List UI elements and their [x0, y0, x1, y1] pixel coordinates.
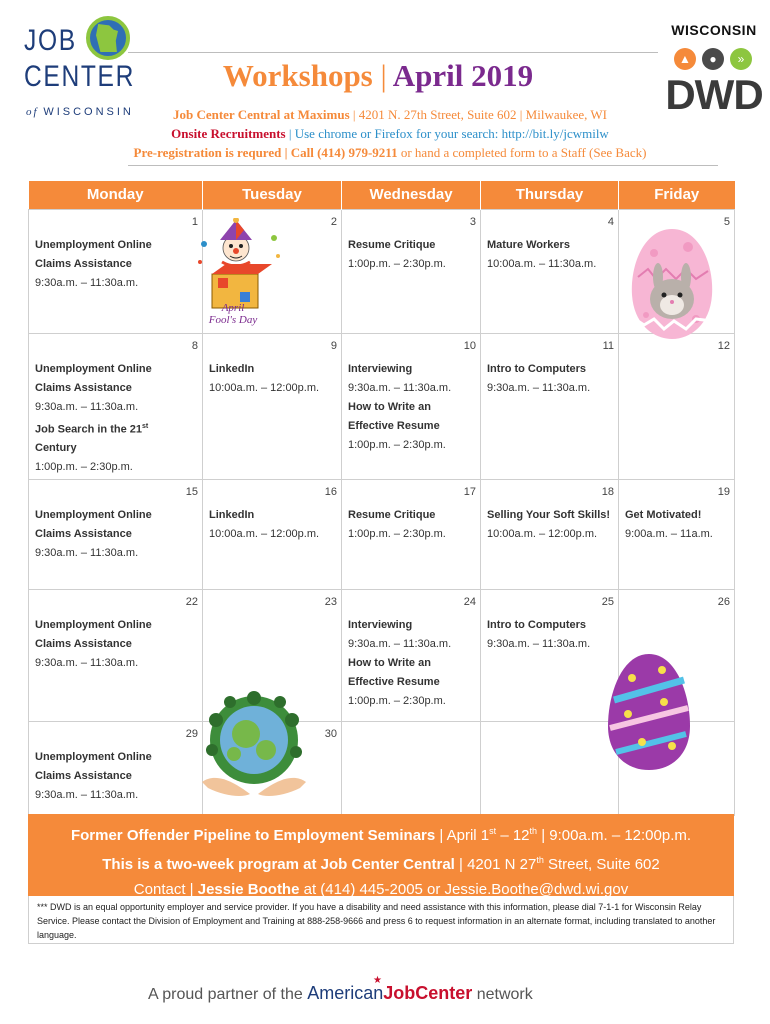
- dwd-state-word: WISCONSIN: [671, 22, 757, 38]
- jester-jack-in-box-illustration: [190, 218, 290, 314]
- location-address: | 4201 N. 27th Street, Suite 602 | Milwaukee, WI: [349, 107, 608, 122]
- day-number: [348, 726, 476, 742]
- workshop-title: [348, 360, 474, 379]
- banner-address-sup: th: [536, 855, 544, 865]
- day-cell-tuesday: [203, 333, 342, 479]
- workshop-title: [348, 616, 474, 635]
- day-number: 24: [463, 595, 476, 608]
- workshop-time: 9:30a.m. – 11:30a.m.: [348, 381, 452, 394]
- day-cell-tuesday: [203, 479, 342, 589]
- workshop-title: [35, 748, 196, 767]
- day-cell-thursday: [481, 721, 619, 815]
- workshop-event: [35, 616, 196, 673]
- dwd-forward-icon: »: [730, 48, 752, 70]
- workshop-title-text: How to Write an: [348, 656, 431, 669]
- earth-hands-illustration: [194, 690, 314, 810]
- workshop-event: [209, 360, 335, 398]
- day-number: 4: [607, 215, 614, 228]
- workshop-title-text: LinkedIn: [209, 508, 255, 521]
- logo-state: WISCONSIN: [43, 106, 134, 118]
- day-number: 22: [185, 595, 198, 608]
- dwd-logo: [660, 20, 768, 122]
- workshop-title-text: Mature Workers: [487, 238, 570, 251]
- april-fools-line1: April: [221, 302, 245, 314]
- day-cell-thursday: [481, 589, 619, 721]
- workshop-title-text: Unemployment Online: [35, 750, 152, 763]
- workshop-title-line2: Claims Assistance: [35, 769, 132, 782]
- day-number: 11: [602, 339, 614, 352]
- dwd-map-icon: ▲: [674, 48, 696, 70]
- easter-bunny-egg-illustration: [624, 225, 720, 343]
- day-number: 8: [191, 339, 198, 352]
- workshop-time: 10:00a.m. – 12:00p.m.: [209, 381, 320, 394]
- banner-sup-th: th: [529, 826, 538, 836]
- workshop-time: 10:00a.m. – 12:00p.m.: [209, 527, 320, 540]
- workshop-event: [209, 506, 335, 544]
- workshop-title-text: Intro to Computers: [487, 618, 586, 631]
- workshop-title-text: Unemployment Online: [35, 362, 152, 375]
- weekday-thursday: Thursday: [481, 181, 619, 209]
- workshop-event: [487, 506, 612, 544]
- title-separator: |: [380, 58, 387, 93]
- workshop-time: 9:30a.m. – 11:30a.m.: [487, 381, 591, 394]
- workshop-title: [209, 506, 335, 525]
- workshop-title: [348, 506, 474, 525]
- day-number: 29: [185, 727, 198, 740]
- workshop-event: [487, 360, 612, 398]
- day-number: 12: [717, 339, 730, 352]
- workshop-title: [348, 398, 474, 417]
- workshop-event: [35, 417, 196, 478]
- day-number: 25: [601, 595, 614, 608]
- day-number: 19: [717, 485, 730, 498]
- workshop-time: 9:30a.m. – 11:30a.m.: [35, 788, 139, 801]
- location-name: Job Center Central at Maximus: [172, 107, 350, 122]
- day-cell-thursday: [481, 333, 619, 479]
- workshop-event: [35, 506, 196, 563]
- workshop-title: [348, 236, 474, 255]
- workshop-title: [35, 236, 196, 255]
- workshop-event: [348, 506, 474, 544]
- workshop-title-text: Selling Your Soft Skills!: [487, 508, 611, 521]
- workshop-time: 1:00p.m. – 2:30p.m.: [35, 461, 133, 474]
- day-number: 3: [469, 215, 476, 228]
- workshop-title-line2: Claims Assistance: [35, 637, 132, 650]
- day-number: 2: [330, 215, 337, 228]
- workshop-title-sup: st: [141, 422, 149, 430]
- workshop-time: 9:30a.m. – 11:30a.m.: [348, 637, 452, 650]
- purple-easter-egg-illustration: [602, 650, 696, 774]
- footer-american: American: [307, 983, 384, 1003]
- workshop-title: [209, 360, 335, 379]
- day-number: 9: [330, 339, 337, 352]
- workshop-title-text: Resume Critique: [348, 508, 436, 521]
- workshop-event: [348, 236, 474, 274]
- day-cell-thursday: [481, 209, 619, 333]
- day-cell-thursday: [481, 479, 619, 589]
- banner-line-1: [28, 819, 734, 848]
- footer-suffix: network: [472, 986, 533, 1003]
- logo-of: of: [26, 106, 39, 118]
- workshop-title-text: Resume Critique: [348, 238, 436, 251]
- workshop-title: [625, 506, 728, 525]
- workshop-event: [348, 360, 474, 398]
- workshop-title-text: Unemployment Online: [35, 618, 152, 631]
- weekday-monday: Monday: [29, 181, 203, 209]
- day-cell-wednesday: [342, 479, 481, 589]
- day-number: 30: [324, 727, 337, 740]
- day-cell-monday: [29, 479, 203, 589]
- dwd-people-icon: ●: [702, 48, 724, 70]
- banner-contact-info[interactable]: at (414) 445-2005 or Jessie.Boothe@dwd.wi.gov: [299, 881, 629, 898]
- workshop-title-line2: Effective Resume: [348, 675, 440, 688]
- workshop-title: [487, 616, 612, 635]
- workshop-title: [487, 360, 612, 379]
- workshop-event: [487, 236, 612, 274]
- page-title: [128, 58, 628, 94]
- workshop-title-text: Get Motivated!: [625, 508, 702, 521]
- prereg-text: or hand a completed form to a Staff (See Back): [397, 145, 647, 160]
- april-fools-caption: [198, 302, 268, 326]
- calendar-week-row: [29, 333, 735, 479]
- workshop-time: 1:00p.m. – 2:30p.m.: [348, 257, 446, 270]
- workshop-event: [625, 506, 728, 544]
- banner-sup-st: st: [489, 826, 497, 836]
- day-number: 17: [463, 485, 476, 498]
- workshop-title-line2: Claims Assistance: [35, 381, 132, 394]
- prereg-line: [60, 144, 720, 161]
- title-month: April 2019: [392, 58, 534, 93]
- workshop-time: 9:30a.m. – 11:30a.m.: [35, 656, 139, 669]
- workshop-title-line2: Claims Assistance: [35, 257, 132, 270]
- footer-prefix: A proud partner of the: [148, 986, 308, 1003]
- day-cell-monday: [29, 209, 203, 333]
- day-cell-friday: [619, 333, 735, 479]
- weekday-tuesday: Tuesday: [203, 181, 342, 209]
- workshop-title: [487, 506, 612, 525]
- workshop-event: [348, 654, 474, 711]
- workshop-title-text: Job Search in the 21: [35, 423, 142, 436]
- workshop-time: 1:00p.m. – 2:30p.m.: [348, 527, 446, 540]
- header-rule-bottom: [128, 165, 718, 166]
- workshop-time: 10:00a.m. – 12:00p.m.: [487, 527, 598, 540]
- eeo-disclaimer: *** DWD is an equal opportunity employer and service provider. If you have a disability and need assistance with this information, please dial 7-1-1 for Wisconsin Relay Service. Please contact the Division of Employment and Training at 888-258-9666 and press 6 to request information in an alternate format, including translated to another language.: [28, 896, 734, 944]
- workshop-title-text: LinkedIn: [209, 362, 255, 375]
- dwd-word: DWD: [665, 71, 763, 118]
- banner-address-suite: Street, Suite 602: [543, 856, 660, 873]
- day-cell-monday: [29, 589, 203, 721]
- day-number: [487, 726, 614, 742]
- workshop-title-text: Intro to Computers: [487, 362, 586, 375]
- banner-program-note: This is a two-week program at Job Center Central: [102, 856, 455, 873]
- workshop-time: 1:00p.m. – 2:30p.m.: [348, 694, 446, 707]
- location-line: [60, 106, 720, 123]
- ajc-star-icon: ★: [373, 975, 382, 986]
- workshop-event: [348, 616, 474, 654]
- day-cell-wednesday: [342, 589, 481, 721]
- workshop-time: 9:00a.m. – 11a.m.: [625, 527, 713, 540]
- day-cell-wednesday: [342, 209, 481, 333]
- onsite-line: [60, 125, 720, 142]
- calendar-week-row: [29, 479, 735, 589]
- day-number: 16: [324, 485, 337, 498]
- logo-job-word: JOB: [24, 24, 77, 57]
- workshop-title: [35, 360, 196, 379]
- workshop-event: [35, 236, 196, 293]
- weekday-wednesday: Wednesday: [342, 181, 481, 209]
- april-fools-line2: Fool's Day: [208, 314, 258, 326]
- banner-program-title: Former Offender Pipeline to Employment Seminars: [70, 827, 436, 844]
- workshop-time: 9:30a.m. – 11:30a.m.: [35, 546, 139, 559]
- day-number: 18: [601, 485, 614, 498]
- day-number: 5: [723, 215, 730, 228]
- american-job-center-footer: [148, 975, 628, 1004]
- workshop-event: [35, 748, 196, 805]
- workshop-title: [348, 654, 474, 673]
- day-cell-monday: [29, 721, 203, 815]
- workshop-time: 9:30a.m. – 11:30a.m.: [35, 400, 139, 413]
- day-number: 15: [185, 485, 198, 498]
- title-workshops: Workshops: [222, 58, 373, 93]
- workshop-title-line2: Effective Resume: [348, 419, 440, 432]
- day-number: 1: [191, 215, 198, 228]
- onsite-label: Onsite Recruitments: [171, 126, 286, 141]
- workshop-event: [348, 398, 474, 455]
- workshop-title-text: How to Write an: [348, 400, 431, 413]
- prereg-label: Pre-registration is requred | Call (414) 979-9211: [133, 145, 398, 160]
- workshop-time: 10:00a.m. – 11:30a.m.: [487, 257, 597, 270]
- workshop-title: [35, 506, 196, 525]
- workshop-title-line2: Century: [35, 442, 77, 455]
- workshop-title-text: Interviewing: [348, 618, 413, 631]
- workshop-time: 9:30a.m. – 11:30a.m.: [35, 276, 139, 289]
- day-number: 10: [463, 339, 476, 352]
- logo-center-word: CENTER: [24, 60, 135, 93]
- banner-address: | 4201 N 27: [454, 856, 537, 873]
- day-cell-friday: [619, 479, 735, 589]
- workshop-title-text: Unemployment Online: [35, 238, 152, 251]
- weekday-header-row: [29, 181, 735, 209]
- workshop-title: [487, 236, 612, 255]
- onsite-text[interactable]: | Use chrome or Firefox for your search: http://bit.ly/jcwmilw: [285, 126, 609, 141]
- weekday-friday: Friday: [619, 181, 735, 209]
- workshop-title: [35, 616, 196, 635]
- day-number: 23: [324, 595, 337, 608]
- day-cell-wednesday: [342, 721, 481, 815]
- banner-line-2: [28, 848, 734, 877]
- footer-job-center: JobCenter: [383, 983, 473, 1003]
- header-rule-top: [128, 52, 658, 53]
- banner-dates-end: – 12: [496, 827, 530, 844]
- workshop-title-text: Interviewing: [348, 362, 413, 375]
- workshop-title-text: Unemployment Online: [35, 508, 152, 521]
- workshop-time: 1:00p.m. – 2:30p.m.: [348, 438, 446, 451]
- workshop-title: [35, 417, 196, 440]
- banner-contact-label: Contact |: [133, 881, 198, 898]
- banner-time: | 9:00a.m. – 12:00p.m.: [537, 827, 692, 844]
- banner-dates-start: | April 1: [435, 827, 490, 844]
- workshop-title-line2: Claims Assistance: [35, 527, 132, 540]
- workshop-event: [487, 616, 612, 654]
- workshop-time: 9:30a.m. – 11:30a.m.: [487, 637, 591, 650]
- day-number: 26: [717, 595, 730, 608]
- banner-contact-name: Jessie Boothe: [197, 881, 300, 898]
- workshop-event: [35, 360, 196, 417]
- offender-pipeline-banner: [28, 814, 734, 896]
- day-cell-wednesday: [342, 333, 481, 479]
- day-cell-monday: [29, 333, 203, 479]
